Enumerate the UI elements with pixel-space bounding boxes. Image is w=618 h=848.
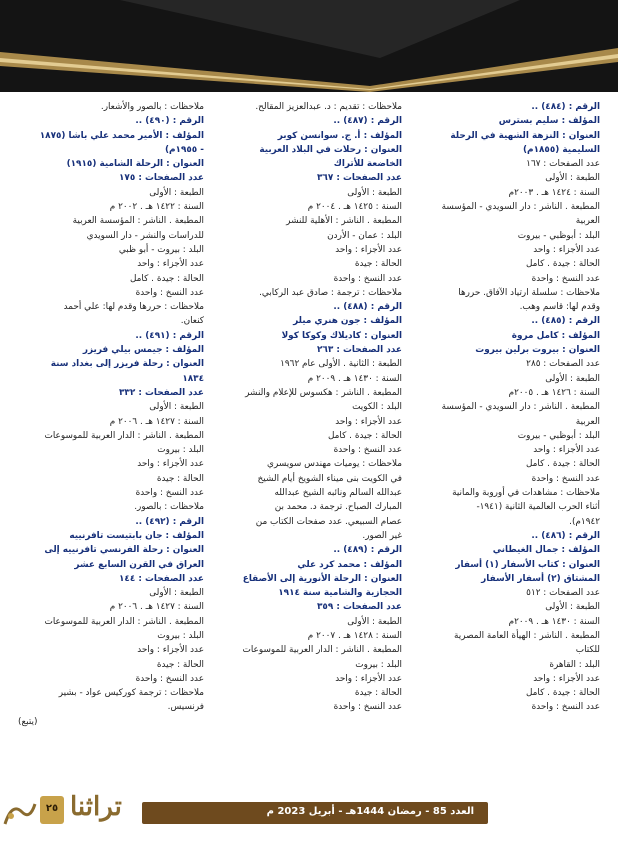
entry-field: عدد النسخ : واحدة (135, 287, 204, 298)
entry-field: ملاحظات : يوميات مهندس سويسري (267, 459, 402, 470)
entry-field: الحالة : جيدة (354, 688, 402, 699)
continued-note: (يتبع) (18, 716, 38, 727)
entry-field: المطبعة . الناشر : الدار العربية للموسوعات (242, 645, 402, 656)
entry-field: الطبعة : الأولى (149, 187, 204, 198)
column-middle (216, 100, 402, 790)
entry-field: ملاحظات : بالصور والأشعار. (100, 102, 204, 112)
entry-field: الحالة : جيدة . كامل (525, 459, 600, 470)
page-number-badge (40, 796, 64, 824)
entry-field: ملاحظات : تقديم : د. عبدالعزيز المقالح. (255, 102, 402, 112)
entry-field: السنة : ١٤٢٧ هـ . ٢٠٠٦ م (109, 602, 204, 613)
entry-field: البلد : بيروت (157, 445, 204, 456)
entry-author: المؤلف : سليم بسترس (498, 116, 600, 127)
entry-field: وقدم لها: قاسم وهب. (519, 302, 600, 313)
entry-field: كنعان. (180, 316, 204, 327)
entry-field: عبدالله السالم ونائبه الشيخ عبدالله (274, 488, 402, 499)
entry-field: الطبعة : الأولى (149, 588, 204, 599)
entry-field: السنة : ١٤٢٦ هـ . ٢٠٠٥م (508, 387, 600, 398)
entry-field: في الكويت بنى ميناء الشويخ أيام الشيخ (257, 473, 402, 484)
entry-field: السنة : ١٤٣٠ هـ . ٢٠٠٩م (508, 616, 600, 627)
entry-field: المطبعة . الناشر : دار السويدي - المؤسسة (441, 402, 600, 413)
entry-field: المطبعة . الناشر : الهيأة العامة المصرية (453, 630, 600, 641)
entry-field: عدد النسخ : واحدة (531, 273, 600, 284)
entry-field: السنة : ١٤٢٧ هـ . ٢٠٠٦ م (109, 416, 204, 427)
entry-field: المبارك الصباح. ترجمة د. محمد بن (274, 502, 402, 513)
entry-field: السنة : ١٤٢٨ هـ . ٢٠٠٧ م (307, 630, 402, 641)
entry-field: ملاحظات : ترجمة كوركيس عواد - بشير (58, 688, 204, 699)
entry-field: الحالة : جيدة . كامل (525, 259, 600, 270)
entry-title: العنوان : النزهة الشهية في الرحلة (450, 130, 600, 141)
entry-author: المؤلف : محمد كرد علي (297, 559, 402, 570)
entry-title: العنوان : الرحلة الأنورية إلى الأصقاع (242, 573, 402, 584)
entry-title: الخاضعة للأتراك (333, 159, 402, 170)
entry-field: الطبعة : الأولى (545, 173, 600, 184)
entry-title: العنوان : رحلة فريزر إلى بغداد سنة (50, 359, 204, 370)
entry-field: المطبعة . الناشر : المؤسسة العربية (72, 216, 204, 227)
entry-number: الرقم : (٤٨٨) .. (333, 302, 402, 313)
entry-number: الرقم : (٤٨٦) .. (531, 530, 600, 541)
entry-field: عدد النسخ : واحدة (333, 273, 402, 284)
entry-field: ١٩٤٢م). (569, 516, 600, 527)
entry-field: عدد الصفحات : ١٦٧ (526, 159, 600, 170)
entry-field: عدد النسخ : واحدة (531, 702, 600, 713)
entry-field: عدد النسخ : واحدة (135, 488, 204, 499)
entry-number: الرقم : (٤٩٢) .. (135, 516, 204, 527)
issue-text: العدد 85 - رمضان 1444هـ - أبريل 2023 م (266, 806, 474, 817)
entry-number: الرقم : (٤٨٩) .. (333, 545, 402, 556)
entry-author: المؤلف : جمال الغيطاني (492, 545, 600, 556)
entry-field: السنة : ١٤٢٢ هـ . ٢٠٠٢ م (109, 202, 204, 213)
entry-pages: عدد الصفحات : ١٤٤ (119, 573, 204, 584)
entry-field: غير الصور. (362, 530, 402, 541)
entry-field: الحالة : جيدة . كامل (327, 430, 402, 441)
entry-field: ملاحظات : مشاهدات في أوروبة والمانية (452, 488, 600, 499)
entry-field: المطبعة . الناشر : دار السويدي - المؤسسة (441, 202, 600, 213)
entry-field: الحالة : جيدة (156, 659, 204, 670)
entry-field: للدراسات والنشر - دار السويدي (86, 230, 204, 241)
issue-strip (142, 802, 488, 824)
entry-field: عدد الأجزاء : واحد (137, 259, 204, 270)
ornament-icon (2, 796, 38, 830)
entry-author: المؤلف : جان بابتيست تافرنييه (69, 530, 204, 541)
entry-title: العنوان : بيروت برلين بيروت (475, 345, 600, 356)
entry-author: المؤلف : جيمس بيلي فريزر (82, 345, 204, 356)
entry-field: فرنسيس. (167, 702, 204, 713)
entry-pages: عدد الصفحات : ٢٦٣ (317, 345, 402, 356)
entry-field: عدد الأجزاء : واحد (137, 645, 204, 656)
entry-field: ملاحظات : بالصور. (134, 502, 204, 513)
header-banner (0, 0, 618, 92)
entry-number: الرقم : (٤٨٤) .. (531, 102, 600, 112)
entry-pages: عدد الصفحات : ٣٣٢ (119, 387, 204, 398)
entry-number: الرقم : (٤٩١) .. (135, 330, 204, 341)
entry-title: العنوان : كاديلاك وكوكا كولا (281, 330, 402, 341)
entry-field: المطبعة . الناشر : هكسوس للإعلام والنشر (245, 387, 402, 398)
entry-field: البلد : عمان - الأردن (327, 230, 402, 241)
entry-field: المطبعة . الناشر : الدار العربية للموسوعات (44, 430, 204, 441)
entry-title: العنوان : الرحلة الشامية (١٩١٥) (66, 159, 204, 170)
entry-field: البلد : بيروت (355, 659, 402, 670)
entry-author: المؤلف : أ. ج. سوانسن كوبر (277, 130, 402, 141)
entry-field: الطبعة : الأولى (347, 616, 402, 627)
entry-field: الحالة : جيدة (156, 473, 204, 484)
entry-field: للكتاب (575, 645, 600, 656)
decorative-banner-art (0, 0, 618, 92)
entry-field: عدد النسخ : واحدة (531, 473, 600, 484)
entry-title: العنوان : كتاب الأسفار (١) أسفار (455, 559, 600, 570)
entry-field: البلد : أبوظبي - بيروت (517, 430, 600, 441)
entry-title: المشتاق (٢) أسفار الأسفار (481, 573, 600, 584)
entry-author: المؤلف : الأمير محمد علي باشا (١٨٧٥ (39, 130, 204, 141)
entry-field: البلد : الكويت (352, 402, 402, 413)
entry-field: عدد الأجزاء : واحد (533, 244, 600, 255)
entry-field: ملاحظات : حررها وقدم لها: علي أحمد (63, 302, 204, 313)
entry-title: الحجازية والشامية سنة ١٩١٤ (278, 588, 402, 599)
entry-field: الحالة : جيدة (354, 259, 402, 270)
entry-field: عدد الأجزاء : واحد (335, 673, 402, 684)
entry-title: السليمية (١٨٥٥م) (523, 144, 600, 155)
entry-field: الطبعة : الأولى (545, 373, 600, 384)
entry-field: عدد الأجزاء : واحد (533, 445, 600, 456)
entry-field: الطبعة : الأولى (149, 402, 204, 413)
entry-field: عدد الأجزاء : واحد (137, 459, 204, 470)
entry-title: العراق في القرن السابع عشر (74, 559, 204, 570)
entry-number: الرقم : (٤٨٥) .. (531, 316, 600, 327)
entry-field: السنة : ١٤٣٠ هـ . ٢٠٠٩ م (307, 373, 402, 384)
entry-field: عصام السبيعي. عدد صفحات الكتاب من (255, 516, 402, 527)
entry-field: عدد الأجزاء : واحد (335, 244, 402, 255)
entry-author: المؤلف : كامل مروة (511, 330, 600, 341)
entry-field: العربية (575, 216, 600, 227)
entry-title: العنوان : رحلة الفرنسي تافرنييه إلى (44, 545, 204, 556)
page-footer (0, 790, 618, 848)
entry-field: السنة : ١٤٢٤ هـ . ٢٠٠٣م (508, 187, 600, 198)
page-number: ٢٥ (45, 803, 59, 814)
entry-field: عدد النسخ : واحدة (333, 445, 402, 456)
entry-field: عدد الأجزاء : واحد (335, 416, 402, 427)
entry-pages: عدد الصفحات : ٣٥٩ (317, 602, 402, 613)
entry-field: الطبعة : الثانية . الأولى عام ١٩٦٢ (280, 359, 402, 370)
entry-field: الطبعة : الأولى (347, 187, 402, 198)
entry-field: المطبعة . الناشر : الدار العربية للموسوعات (44, 616, 204, 627)
entry-author: - ١٩٥٥م) (164, 144, 204, 155)
entry-field: عدد الصفحات : ٢٨٥ (526, 359, 600, 370)
entry-pages: عدد الصفحات : ١٧٥ (119, 173, 204, 184)
entry-field: البلد : أبوظبي - بيروت (517, 230, 600, 241)
entry-field: البلد : بيروت - أبو ظبي (118, 244, 204, 255)
entry-field: السنة : ١٤٢٥ هـ . ٢٠٠٤ م (307, 202, 402, 213)
article-columns (18, 100, 600, 790)
entry-field: ملاحظات : ترجمة : صادق عبد الركابي. (259, 287, 402, 298)
column-left (18, 100, 204, 790)
entry-field: البلد : بيروت (157, 630, 204, 641)
entry-field: الحالة : جيدة . كامل (525, 688, 600, 699)
entry-title: العنوان : رحلات في البلاد العربية (259, 144, 402, 155)
entry-field: عدد النسخ : واحدة (135, 673, 204, 684)
entry-field: عدد النسخ : واحدة (333, 702, 402, 713)
entry-field: البلد : القاهرة (549, 659, 600, 670)
entry-pages: عدد الصفحات : ٣٦٧ (317, 173, 402, 184)
magazine-logo: تراثنا (70, 792, 122, 822)
entry-number: الرقم : (٤٩٠) .. (135, 116, 204, 127)
entry-field: الطبعة : الأولى (545, 602, 600, 613)
entry-field: المطبعة . الناشر : الأهلية للنشر (286, 216, 402, 227)
entry-number: الرقم : (٤٨٧) .. (333, 116, 402, 127)
entry-field: عدد الصفحات : ٥١٢ (526, 588, 600, 599)
entry-title: ١٨٣٤ (182, 373, 204, 384)
entry-field: أثناء الحرب العالمية الثانية (١٩٤١- (476, 502, 600, 513)
entry-field: عدد الأجزاء : واحد (533, 673, 600, 684)
entry-field: العربية (575, 416, 600, 427)
entry-field: الحالة : جيدة . كامل (129, 273, 204, 284)
entry-field: ملاحظات : سلسلة ارتياد الآفاق. حررها (458, 287, 600, 298)
entry-author: المؤلف : جون هنري ميلر (293, 316, 402, 327)
column-right (414, 100, 600, 790)
